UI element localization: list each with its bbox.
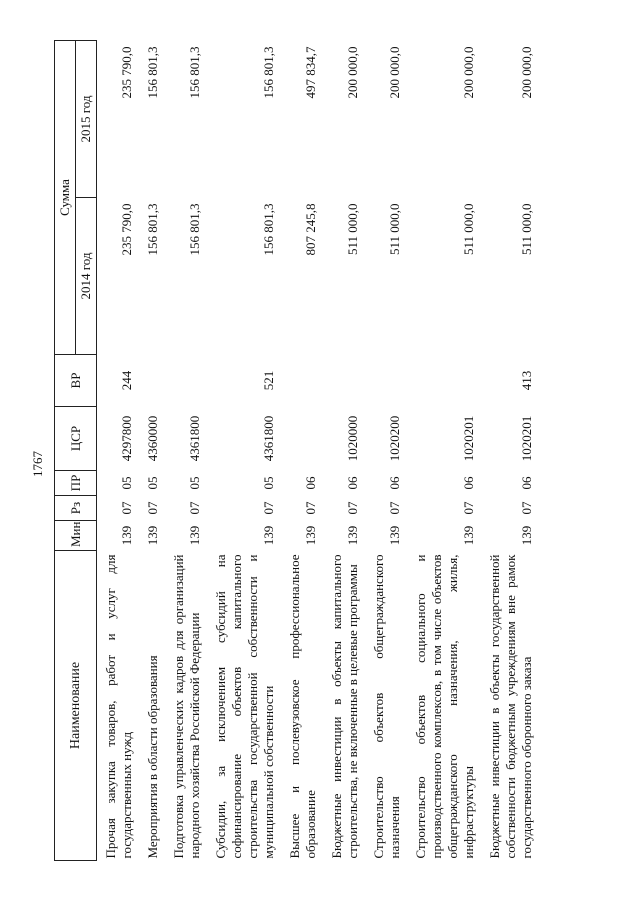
row-pr: 06: [461, 476, 476, 490]
row-csr: 1020000: [345, 415, 360, 462]
row-2015: 200 000,0: [461, 46, 476, 99]
table-row: [281, 41, 323, 861]
row-2014: 807 245,8: [303, 203, 318, 256]
row-vr: [139, 355, 165, 407]
row-name: Строительство объектов общегражданского назначения: [371, 554, 402, 859]
row-pr: 06: [303, 476, 318, 490]
row-pr: 06: [345, 476, 360, 490]
row-min: 139: [187, 525, 202, 546]
row-pr: 06: [387, 476, 402, 490]
row-rz: 07: [145, 501, 160, 515]
row-2014: 235 790,0: [119, 203, 134, 256]
row-min: 139: [461, 525, 476, 546]
row-vr: [165, 355, 207, 407]
row-csr: 4297800: [119, 415, 134, 462]
row-2015: 156 801,3: [145, 46, 160, 99]
row-2014: 511 000,0: [387, 203, 402, 256]
row-csr: 1020201: [519, 415, 534, 462]
rotated-table-container: [54, 41, 534, 861]
row-2015: 156 801,3: [187, 46, 202, 99]
row-rz: 07: [187, 501, 202, 515]
row-min: 139: [387, 525, 402, 546]
row-name: Бюджетные инвестиции в объекты капитального строительства, не включенные в целевые программы: [329, 554, 360, 859]
row-name: Мероприятия в области образования: [145, 655, 160, 859]
row-pr: 05: [187, 476, 202, 490]
row-csr: 4361800: [261, 415, 276, 462]
row-name: Бюджетные инвестиции в объекты государственной собственности бюджетным учреждениям вне рамок государственного оборонного заказа: [487, 554, 534, 859]
header-csr: ЦСР: [55, 407, 97, 471]
header-vr: ВР: [55, 355, 97, 407]
row-vr: 413: [519, 370, 534, 391]
row-2014: 511 000,0: [345, 203, 360, 256]
page-number: 1767: [30, 451, 45, 477]
row-rz: 07: [119, 501, 134, 515]
row-vr: [407, 355, 481, 407]
row-min: 139: [261, 525, 276, 546]
header-min: Мин: [55, 521, 97, 551]
row-rz: 07: [461, 501, 476, 515]
table-row: [97, 41, 140, 861]
row-name: Строительство объектов социального и производственного комплексов, в том числе объектов общегражданского назначения, жилья, инфраструктуры: [413, 554, 476, 859]
header-sum: Сумма: [55, 41, 76, 355]
row-csr: 1020200: [387, 415, 402, 462]
row-pr: 05: [261, 476, 276, 490]
row-rz: 07: [261, 501, 276, 515]
header-pr: ПР: [55, 471, 97, 496]
row-pr: 05: [145, 476, 160, 490]
row-vr: 244: [119, 370, 134, 391]
row-2014: 511 000,0: [461, 203, 476, 256]
row-csr: 4361800: [187, 415, 202, 462]
row-name: Подготовка управленческих кадров для организаций народного хозяйства Российской Федерации: [171, 554, 202, 859]
table-row: [481, 41, 539, 861]
row-2014: 156 801,3: [261, 203, 276, 256]
row-min: 139: [303, 525, 318, 546]
row-2014: 511 000,0: [519, 203, 534, 256]
budget-table: [54, 40, 539, 861]
row-vr: [323, 355, 365, 407]
row-csr: 4360000: [145, 415, 160, 462]
row-rz: 07: [345, 501, 360, 515]
row-csr: 1020201: [461, 415, 476, 462]
row-2014: 156 801,3: [187, 203, 202, 256]
header-rz: Рз: [55, 496, 97, 521]
row-2015: 200 000,0: [519, 46, 534, 99]
header-name: Наименование: [55, 551, 97, 861]
row-vr: [365, 355, 407, 407]
row-2015: 235 790,0: [119, 46, 134, 99]
row-name: Высшее и послевузовское профессиональное образование: [287, 554, 318, 859]
header-2015: 2015 год: [76, 41, 97, 198]
row-pr: 06: [519, 476, 534, 490]
row-vr: 521: [261, 370, 276, 391]
row-2015: 156 801,3: [261, 46, 276, 99]
table-body: [97, 41, 540, 861]
header-2014: 2014 год: [76, 198, 97, 355]
row-rz: 07: [303, 501, 318, 515]
table-row: [323, 41, 365, 861]
table-row: [139, 41, 165, 861]
table-row: [165, 41, 207, 861]
row-min: 139: [119, 525, 134, 546]
row-2015: 200 000,0: [345, 46, 360, 99]
table-header: [55, 41, 97, 861]
row-2014: 156 801,3: [145, 203, 160, 256]
row-rz: 07: [519, 501, 534, 515]
row-csr: [281, 407, 323, 471]
row-name: Прочая закупка товаров, работ и услуг для государственных нужд: [103, 554, 134, 859]
row-2015: 497 834,7: [303, 46, 318, 99]
table-row: [407, 41, 481, 861]
row-min: 139: [345, 525, 360, 546]
row-min: 139: [519, 525, 534, 546]
row-vr: [281, 355, 323, 407]
table-row: [207, 41, 281, 861]
row-rz: 07: [387, 501, 402, 515]
row-min: 139: [145, 525, 160, 546]
row-name: Субсидии, за исключением субсидий на софинансирование объектов капитального строительства государственной собственности и муниципальной собственности: [213, 554, 276, 859]
row-pr: 05: [119, 476, 134, 490]
table-row: [365, 41, 407, 861]
row-2015: 200 000,0: [387, 46, 402, 99]
